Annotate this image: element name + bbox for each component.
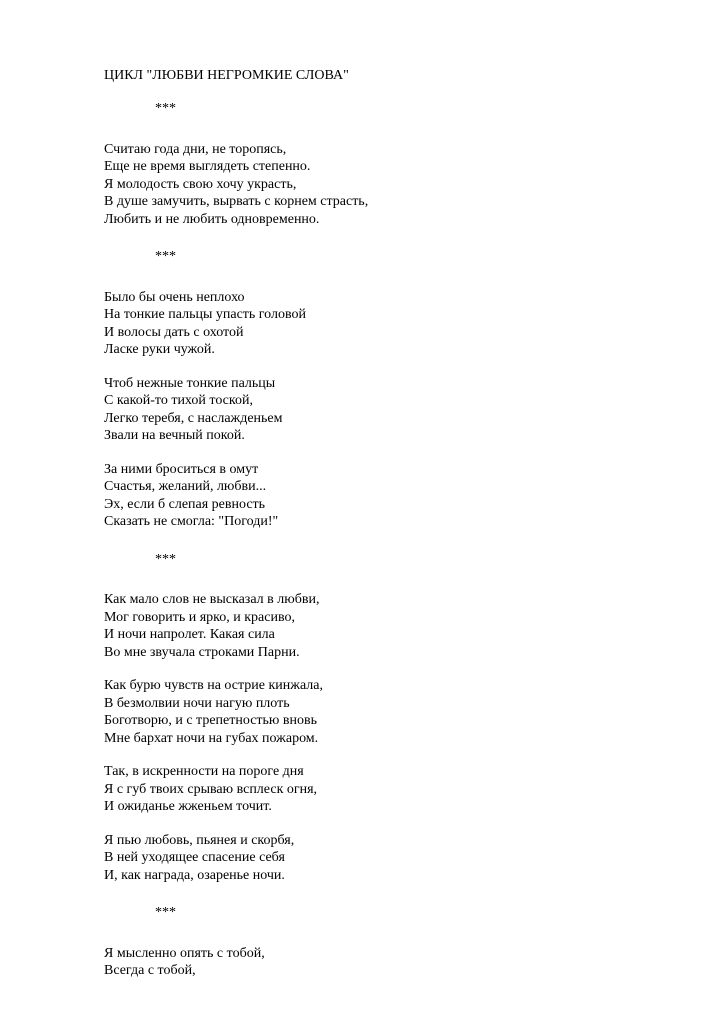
document-title: ЦИКЛ "ЛЮБВИ НЕГРОМКИЕ СЛОВА" [104, 68, 349, 83]
poem-line: Еще не время выглядеть степенно. [104, 159, 311, 174]
poem [104, 141, 704, 229]
poem-line: Чтоб нежные тонкие пальцы [104, 375, 276, 391]
stanza [104, 945, 704, 980]
poem-line: Счастья, желаний, любви... [104, 479, 267, 494]
poem [104, 591, 704, 884]
poem-line: И ожиданье жженьем точит. [104, 799, 272, 814]
poem-line: И волосы дать с охотой [104, 324, 244, 340]
poem-separator: *** [155, 551, 176, 567]
poem-line: Считаю года дни, не торопясь, [104, 141, 287, 157]
poem-line: Так, в искренности на пороге дня [104, 764, 304, 779]
poem-line: Ласке руки чужой. [104, 342, 215, 357]
poem-line: Я молодость свою хочу украсть, [104, 176, 297, 192]
poem-line: Звали на вечный покой. [104, 428, 245, 443]
poem-line: Я пью любовь, пьянея и скорбя, [104, 832, 295, 848]
poem-line: И ночи напролет. Какая сила [104, 627, 275, 642]
poem-line: Эх, если б слепая ревность [104, 496, 266, 512]
poem-line: Как мало слов не высказал в любви, [104, 592, 320, 607]
stanza [104, 289, 704, 359]
poem-line: Было бы очень неплохо [104, 289, 245, 305]
poem-line: Любить и не любить одновременно. [104, 211, 320, 227]
poem-line: И, как награда, озаренье ночи. [104, 867, 285, 883]
stanza [104, 763, 704, 816]
poem-line: Как бурю чувств на острие кинжала, [104, 678, 323, 693]
stanza [104, 832, 704, 885]
poem-line: С какой-то тихой тоской, [104, 393, 253, 408]
poem-cycle-body [104, 100, 704, 980]
poem-line: Сказать не смогла: "Погоди!" [104, 514, 279, 529]
stanza [104, 677, 704, 747]
poem-line: Я мысленно опять с тобой, [104, 945, 265, 961]
poem-line: Во мне звучала строками Парни. [104, 644, 300, 660]
poem-line: На тонкие пальцы упасть головой [104, 307, 306, 322]
poem-line: В безмолвии ночи нагую плоть [104, 695, 290, 711]
poem-line: Всегда с тобой, [104, 963, 196, 978]
poem-separator: *** [155, 249, 176, 264]
poem-line: Легко теребя, с наслажденьем [104, 410, 283, 426]
poem-line: Боготворю, и с трепетностью вновь [104, 713, 317, 728]
poem-separator: *** [155, 101, 176, 116]
poem [104, 945, 704, 980]
stanza [104, 591, 704, 661]
poem-separator: *** [155, 905, 176, 920]
poem-line: Мог говорить и ярко, и красиво, [104, 609, 295, 625]
stanza [104, 461, 704, 531]
stanza [104, 375, 704, 445]
poem [104, 289, 704, 531]
poem-line: За ними броситься в омут [104, 461, 259, 477]
stanza [104, 141, 704, 229]
poem-line: В ней уходящее спасение себя [104, 850, 285, 865]
poem-line: Я с губ твоих срываю всплеск огня, [104, 781, 318, 797]
poem-line: В душе замучить, вырвать с корнем страсть, [104, 194, 369, 209]
poem-line: Мне бархат ночи на губах пожаром. [104, 730, 319, 746]
